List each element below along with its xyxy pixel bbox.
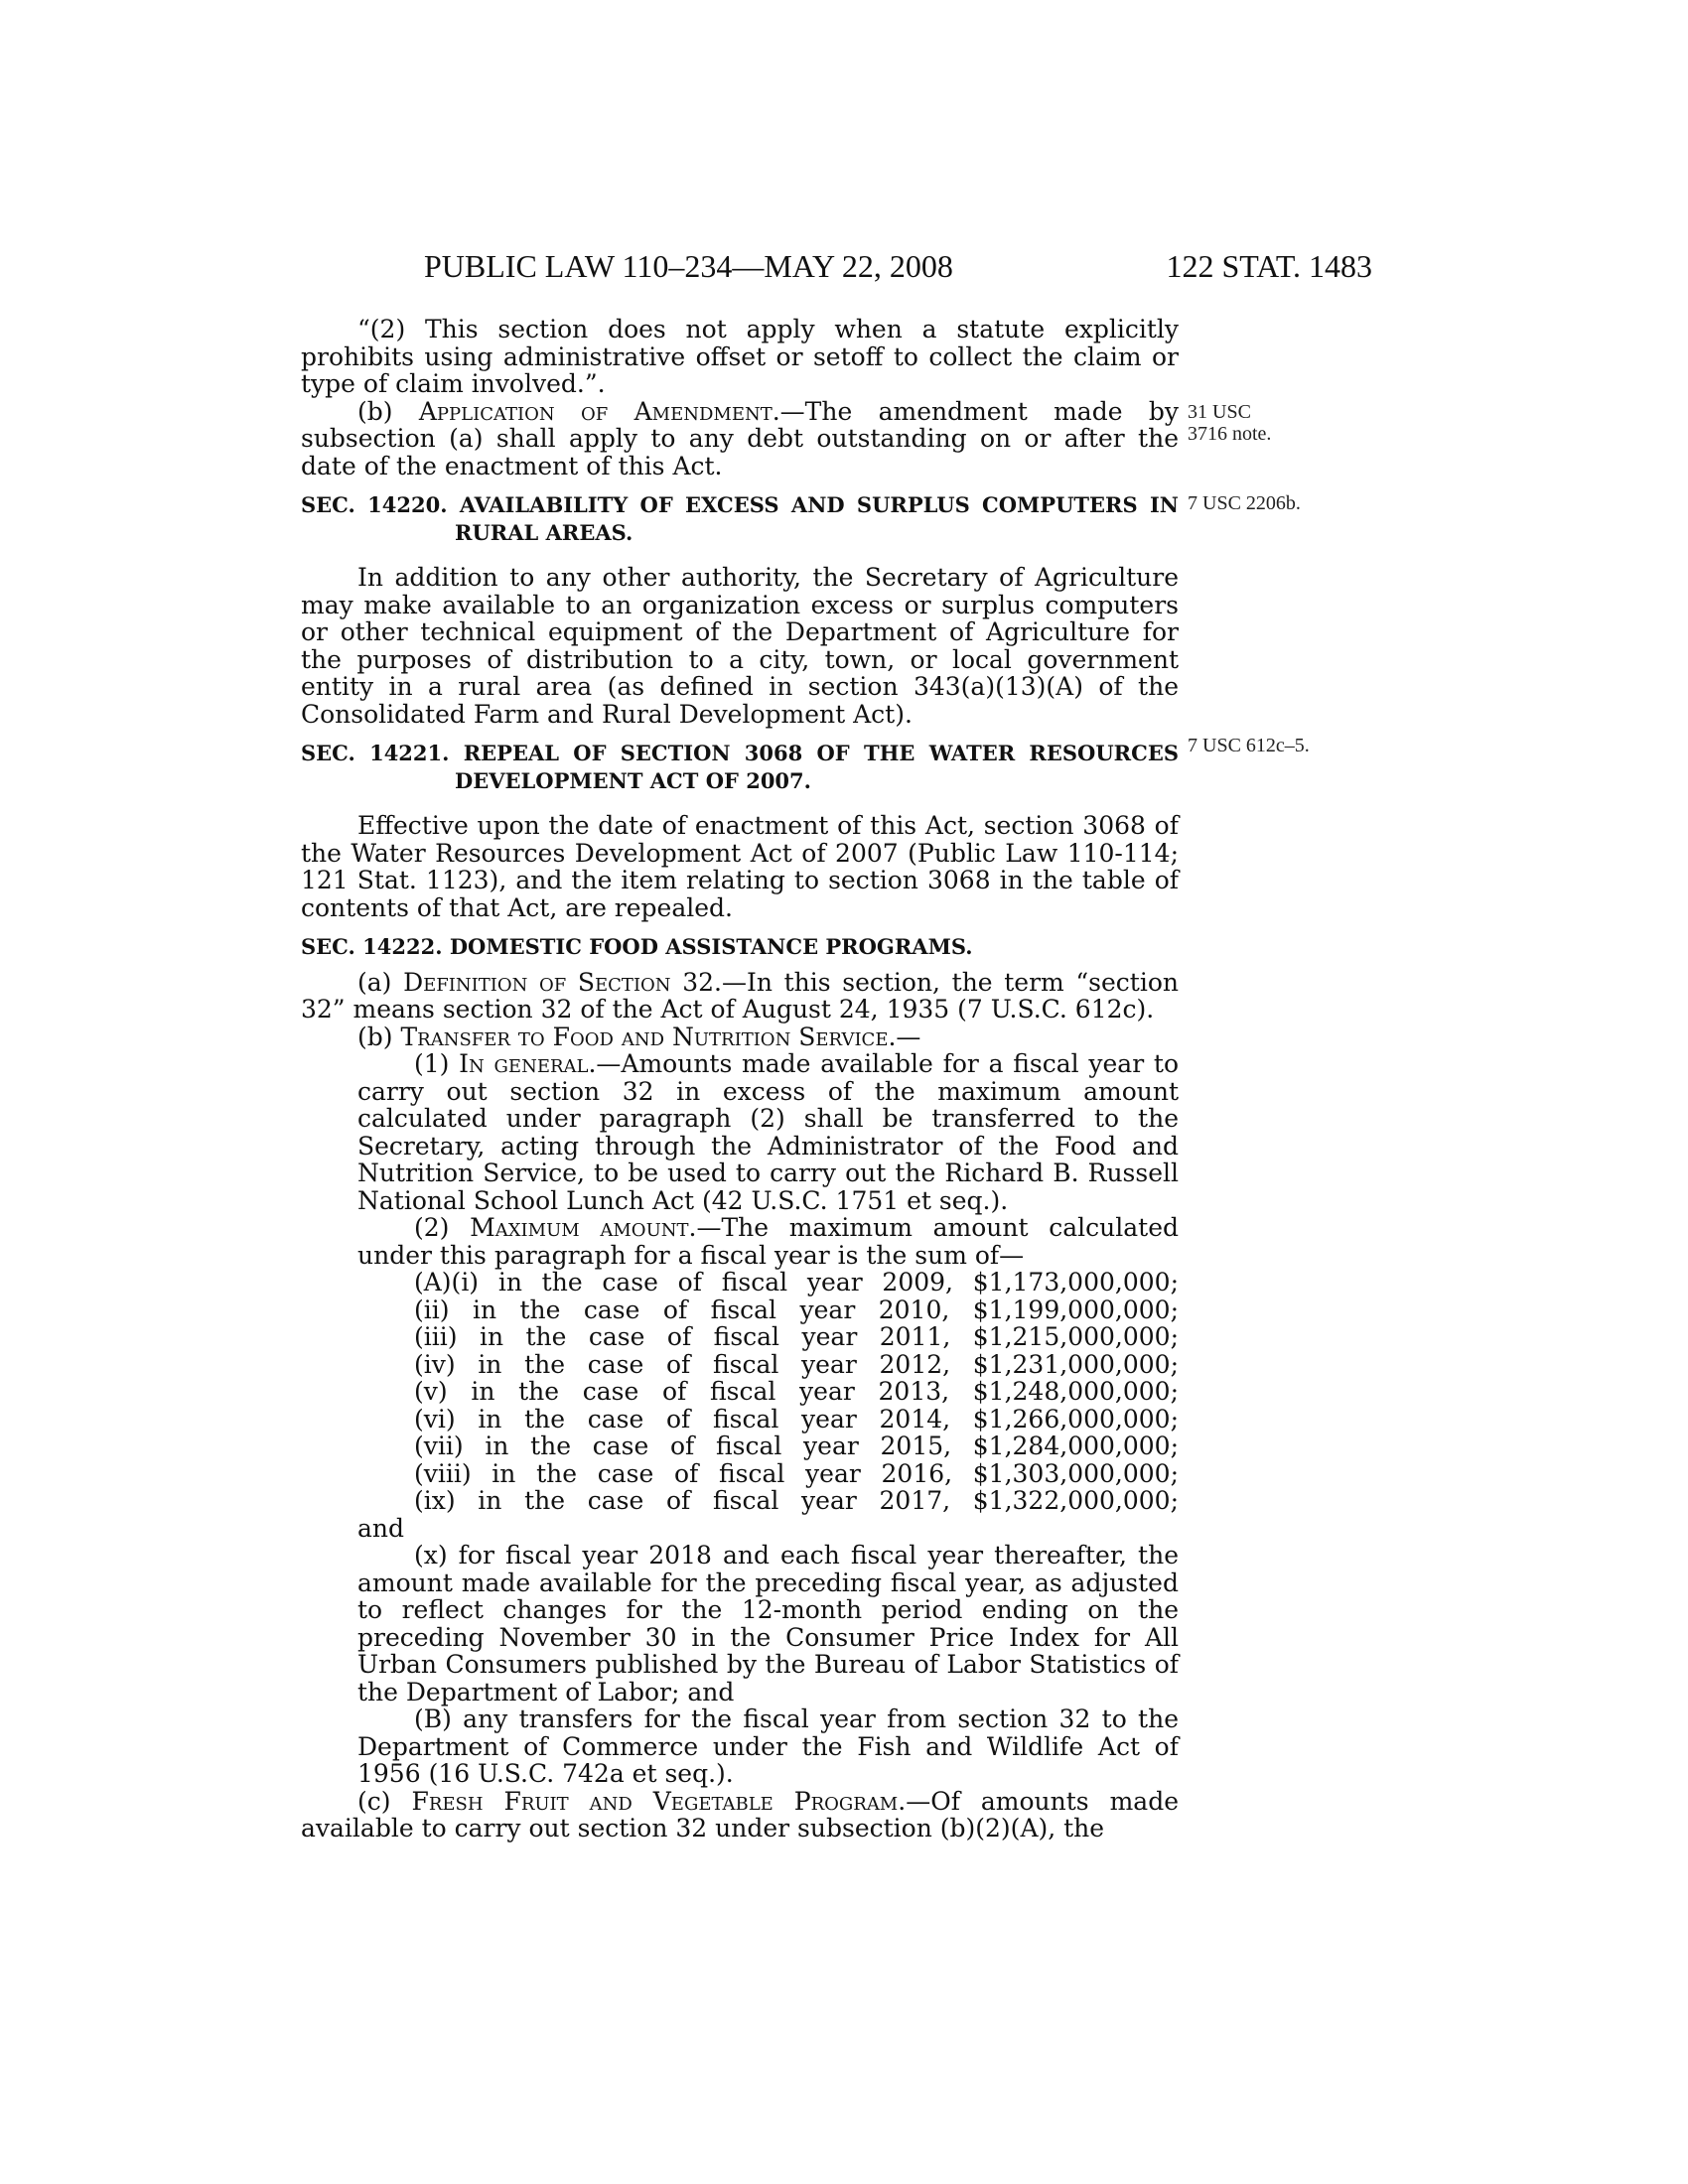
running-head-title: PUBLIC LAW 110–234—MAY 22, 2008 bbox=[424, 248, 953, 284]
paragraph-text: .—The maximum amount calculated under this paragraph for a fiscal year is the sum of— bbox=[357, 1213, 1179, 1270]
margin-note-7-usc-2206b: 7 USC 2206b. bbox=[1188, 492, 1301, 514]
fiscal-year-amount-2013: (v) in the case of fiscal year 2013, $1,248,000,000; bbox=[414, 1377, 1179, 1406]
subsection-c-fresh-fruit bbox=[301, 1788, 1179, 1843]
conjunction-and: and bbox=[357, 1513, 405, 1543]
fiscal-year-amount-2011: (iii) in the case of fiscal year 2011, $1,215,000,000; bbox=[414, 1322, 1179, 1351]
subparagraph-b-transfers: (B) any transfers for the fiscal year from section 32 to the Department of Commerce under the Fish and Wildlife Act of 1956 (16 U.S.C. 742a et seq.). bbox=[357, 1705, 1179, 1788]
subsection-lead: (b) bbox=[357, 1022, 401, 1051]
subsection-text: .— bbox=[888, 1022, 921, 1051]
subsection-b-transfer bbox=[301, 1024, 1179, 1051]
fiscal-year-amount-2014: (vi) in the case of fiscal year 2014, $1,266,000,000; bbox=[414, 1404, 1179, 1433]
subsection-heading: Definition of Section 32 bbox=[403, 967, 715, 997]
paragraph-application-of-amendment bbox=[301, 398, 1179, 480]
section-14221-text: Effective upon the date of enactment of this Act, section 3068 of the Water Resources Development Act of 2007 (Public Law 110-114; 121 Stat. 1123), and the item relating to section 3068 in the table of contents of that Act, are repealed. bbox=[301, 811, 1179, 922]
paragraph-lead: (b) bbox=[357, 396, 419, 426]
paragraph-text: .—The amendment made by subsection (a) shall apply to any debt outstanding on or after the date of the enactment of this Act. bbox=[301, 396, 1179, 480]
paragraph-heading: Application of Amendment bbox=[418, 396, 773, 426]
paragraph-offset-exception: “(2) This section does not apply when a statute explicitly prohibits using administrative offset or setoff to collect the claim or type of claim involved.”. bbox=[301, 315, 1179, 398]
fiscal-year-amount-2017: (ix) in the case of fiscal year 2017, $1,322,000,000; bbox=[414, 1486, 1179, 1515]
paragraph-b1-in-general bbox=[301, 1050, 1179, 1214]
section-heading-14220: SEC. 14220. AVAILABILITY OF EXCESS AND SURPLUS COMPUTERS IN RURAL AREAS. bbox=[301, 492, 1179, 545]
subsection-heading: Fresh Fruit and Vegetable Program bbox=[411, 1786, 899, 1816]
section-heading-14222: SEC. 14222. DOMESTIC FOOD ASSISTANCE PROGRAMS. bbox=[301, 934, 973, 959]
running-head-stat-page: 122 STAT. 1483 bbox=[1166, 248, 1372, 284]
margin-note-31-usc-3716: 31 USC 3716 note. bbox=[1188, 401, 1272, 445]
section-14220-text: In addition to any other authority, the Secretary of Agriculture may make available to an organization excess or surplus computers or other technical equipment of the Department of Agriculture for the purposes of distribution to a city, town, or local government entity in a rural area (as defined in section 343(a)(13)(A) of the Consolidated Farm and Rural Development Act). bbox=[301, 563, 1179, 729]
margin-note-7-usc-612c-5: 7 USC 612c–5. bbox=[1188, 735, 1310, 756]
subsection-heading: Transfer to Food and Nutrition Service bbox=[400, 1022, 889, 1051]
paragraph-b2-maximum-amount bbox=[301, 1214, 1179, 1269]
subsection-lead: (c) bbox=[357, 1786, 412, 1816]
paragraph-text: .—Amounts made available for a fiscal year to carry out section 32 in excess of the maximum amount calculated under paragraph (2) shall be transferred to the Secretary, acting through the Administrator of the Food and Nutrition Service, to be used to carry out the Richard B. Russell National School Lunch Act (42 U.S.C. 1751 et seq.). bbox=[357, 1049, 1180, 1215]
subsection-a-definition bbox=[301, 969, 1179, 1024]
paragraph-heading: Maximum amount bbox=[470, 1213, 689, 1242]
section-heading-14221: SEC. 14221. REPEAL OF SECTION 3068 OF THE WATER RESOURCES DEVELOPMENT ACT OF 2007. bbox=[301, 741, 1179, 793]
subsection-text: .—Of amounts made available to carry out section 32 under subsection (b)(2)(A), the bbox=[301, 1786, 1179, 1843]
fiscal-year-amount-2015: (vii) in the case of fiscal year 2015, $1,284,000,000; bbox=[414, 1432, 1179, 1460]
paragraph-lead: (1) bbox=[414, 1049, 460, 1078]
clause-x-fiscal-2018: (x) for fiscal year 2018 and each fiscal year thereafter, the amount made available for the preceding fiscal year, as adjusted to reflect changes for the 12-month period ending on the preceding November 30 in the Consumer Price Index for All Urban Consumers published by the Bureau of Labor Statistics of the Department of Labor; and bbox=[357, 1541, 1179, 1706]
fiscal-year-amount-2012: (iv) in the case of fiscal year 2012, $1,231,000,000; bbox=[414, 1349, 1179, 1379]
fiscal-year-amount-2010: (ii) in the case of fiscal year 2010, $1,199,000,000; bbox=[414, 1295, 1179, 1324]
paragraph-lead: (2) bbox=[414, 1213, 471, 1242]
subsection-text: .—In this section, the term “section 32” means section 32 of the Act of August 24, 1935 (7 U.S.C. 612c). bbox=[301, 967, 1180, 1024]
fiscal-year-amount-2016: (viii) in the case of fiscal year 2016, $1,303,000,000; bbox=[414, 1458, 1179, 1488]
subsection-lead: (a) bbox=[357, 967, 404, 997]
document-body bbox=[301, 316, 1179, 1843]
paragraph-heading: In general bbox=[459, 1049, 589, 1078]
fiscal-year-amount-2009: (A)(i) in the case of fiscal year 2009, $1,173,000,000; bbox=[414, 1268, 1179, 1297]
